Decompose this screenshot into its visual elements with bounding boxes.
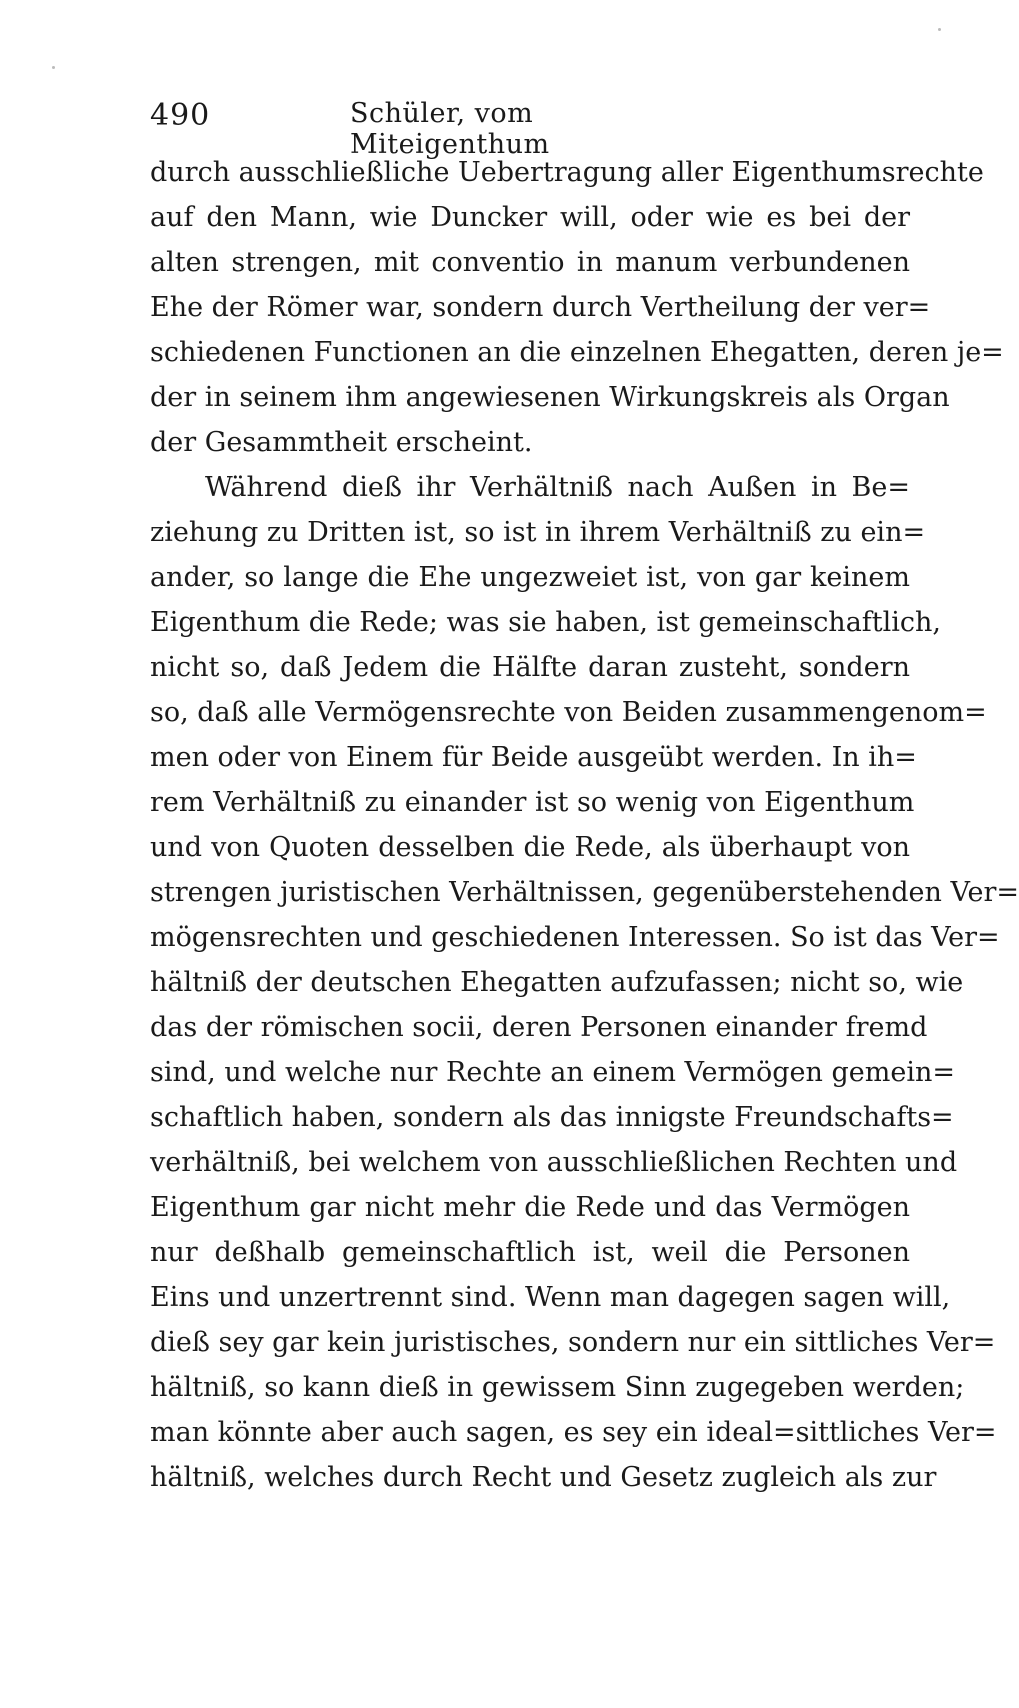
text-line: hältniß der deutschen Ehegatten aufzufassen; nicht so, wie: [150, 967, 964, 998]
text-line: ziehung zu Dritten ist, so ist in ihrem Verhältniß zu ein=: [150, 517, 926, 548]
text-line: mögensrechten und geschiedenen Interessen. So ist das Ver=: [150, 922, 1000, 953]
text-line: dieß sey gar kein juristisches, sondern nur ein sittliches Ver=: [150, 1327, 996, 1358]
page-header: [150, 98, 720, 160]
paper-speck: [52, 66, 55, 69]
paper-speck: [938, 28, 941, 31]
text-line: Eigenthum gar nicht mehr die Rede und das Vermögen: [150, 1192, 910, 1223]
running-title: Schüler, vom Miteigenthum: [350, 98, 550, 160]
text-line: Ehe der Römer war, sondern durch Vertheilung der ver=: [150, 292, 931, 323]
text-line: Während dieß ihr Verhältniß nach Außen in Be=: [205, 472, 910, 503]
text-line: das der römischen socii, deren Personen einander fremd: [150, 1012, 928, 1043]
text-line: rem Verhältniß zu einander ist so wenig von Eigenthum: [150, 787, 915, 818]
text-line: durch ausschließliche Uebertragung aller Eigenthumsrechte: [150, 157, 984, 188]
text-line: men oder von Einem für Beide ausgeübt werden. In ih=: [150, 742, 917, 773]
text-line: alten strengen, mit conventio in manum verbundenen: [150, 247, 910, 278]
text-line: hältniß, welches durch Recht und Gesetz zugleich als zur: [150, 1462, 937, 1493]
paragraph-1: [150, 150, 1004, 465]
text-line: man könnte aber auch sagen, es sey ein ideal=sittliches Ver=: [150, 1417, 997, 1448]
text-line: der in seinem ihm angewiesenen Wirkungskreis als Organ: [150, 382, 950, 413]
text-line: der Gesammtheit erscheint.: [150, 427, 533, 458]
text-line: Eins und unzertrennt sind. Wenn man dagegen sagen will,: [150, 1282, 951, 1313]
text-line: nicht so, daß Jedem die Hälfte daran zusteht, sondern: [150, 652, 910, 683]
text-line: Eigenthum die Rede; was sie haben, ist gemeinschaftlich,: [150, 607, 942, 638]
text-line: auf den Mann, wie Duncker will, oder wie es bei der: [150, 202, 910, 233]
text-line: und von Quoten desselben die Rede, als überhaupt von: [150, 832, 910, 863]
text-line: sind, und welche nur Rechte an einem Vermögen gemein=: [150, 1057, 955, 1088]
body-text: [150, 150, 1019, 1500]
text-line: ander, so lange die Ehe ungezweiet ist, von gar keinem: [150, 562, 910, 593]
paragraph-2: [150, 465, 1019, 1500]
text-line: nur deßhalb gemeinschaftlich ist, weil die Personen: [150, 1237, 910, 1268]
page-number: 490: [150, 98, 211, 133]
text-line: verhältniß, bei welchem von ausschließlichen Rechten und: [150, 1147, 958, 1178]
text-line: strengen juristischen Verhältnissen, gegenüberstehenden Ver=: [150, 877, 1019, 908]
text-line: so, daß alle Vermögensrechte von Beiden zusammengenom=: [150, 697, 987, 728]
text-line: schiedenen Functionen an die einzelnen Ehegatten, deren je=: [150, 337, 1004, 368]
text-line: hältniß, so kann dieß in gewissem Sinn zugegeben werden;: [150, 1372, 965, 1403]
text-line: schaftlich haben, sondern als das innigste Freundschafts=: [150, 1102, 954, 1133]
